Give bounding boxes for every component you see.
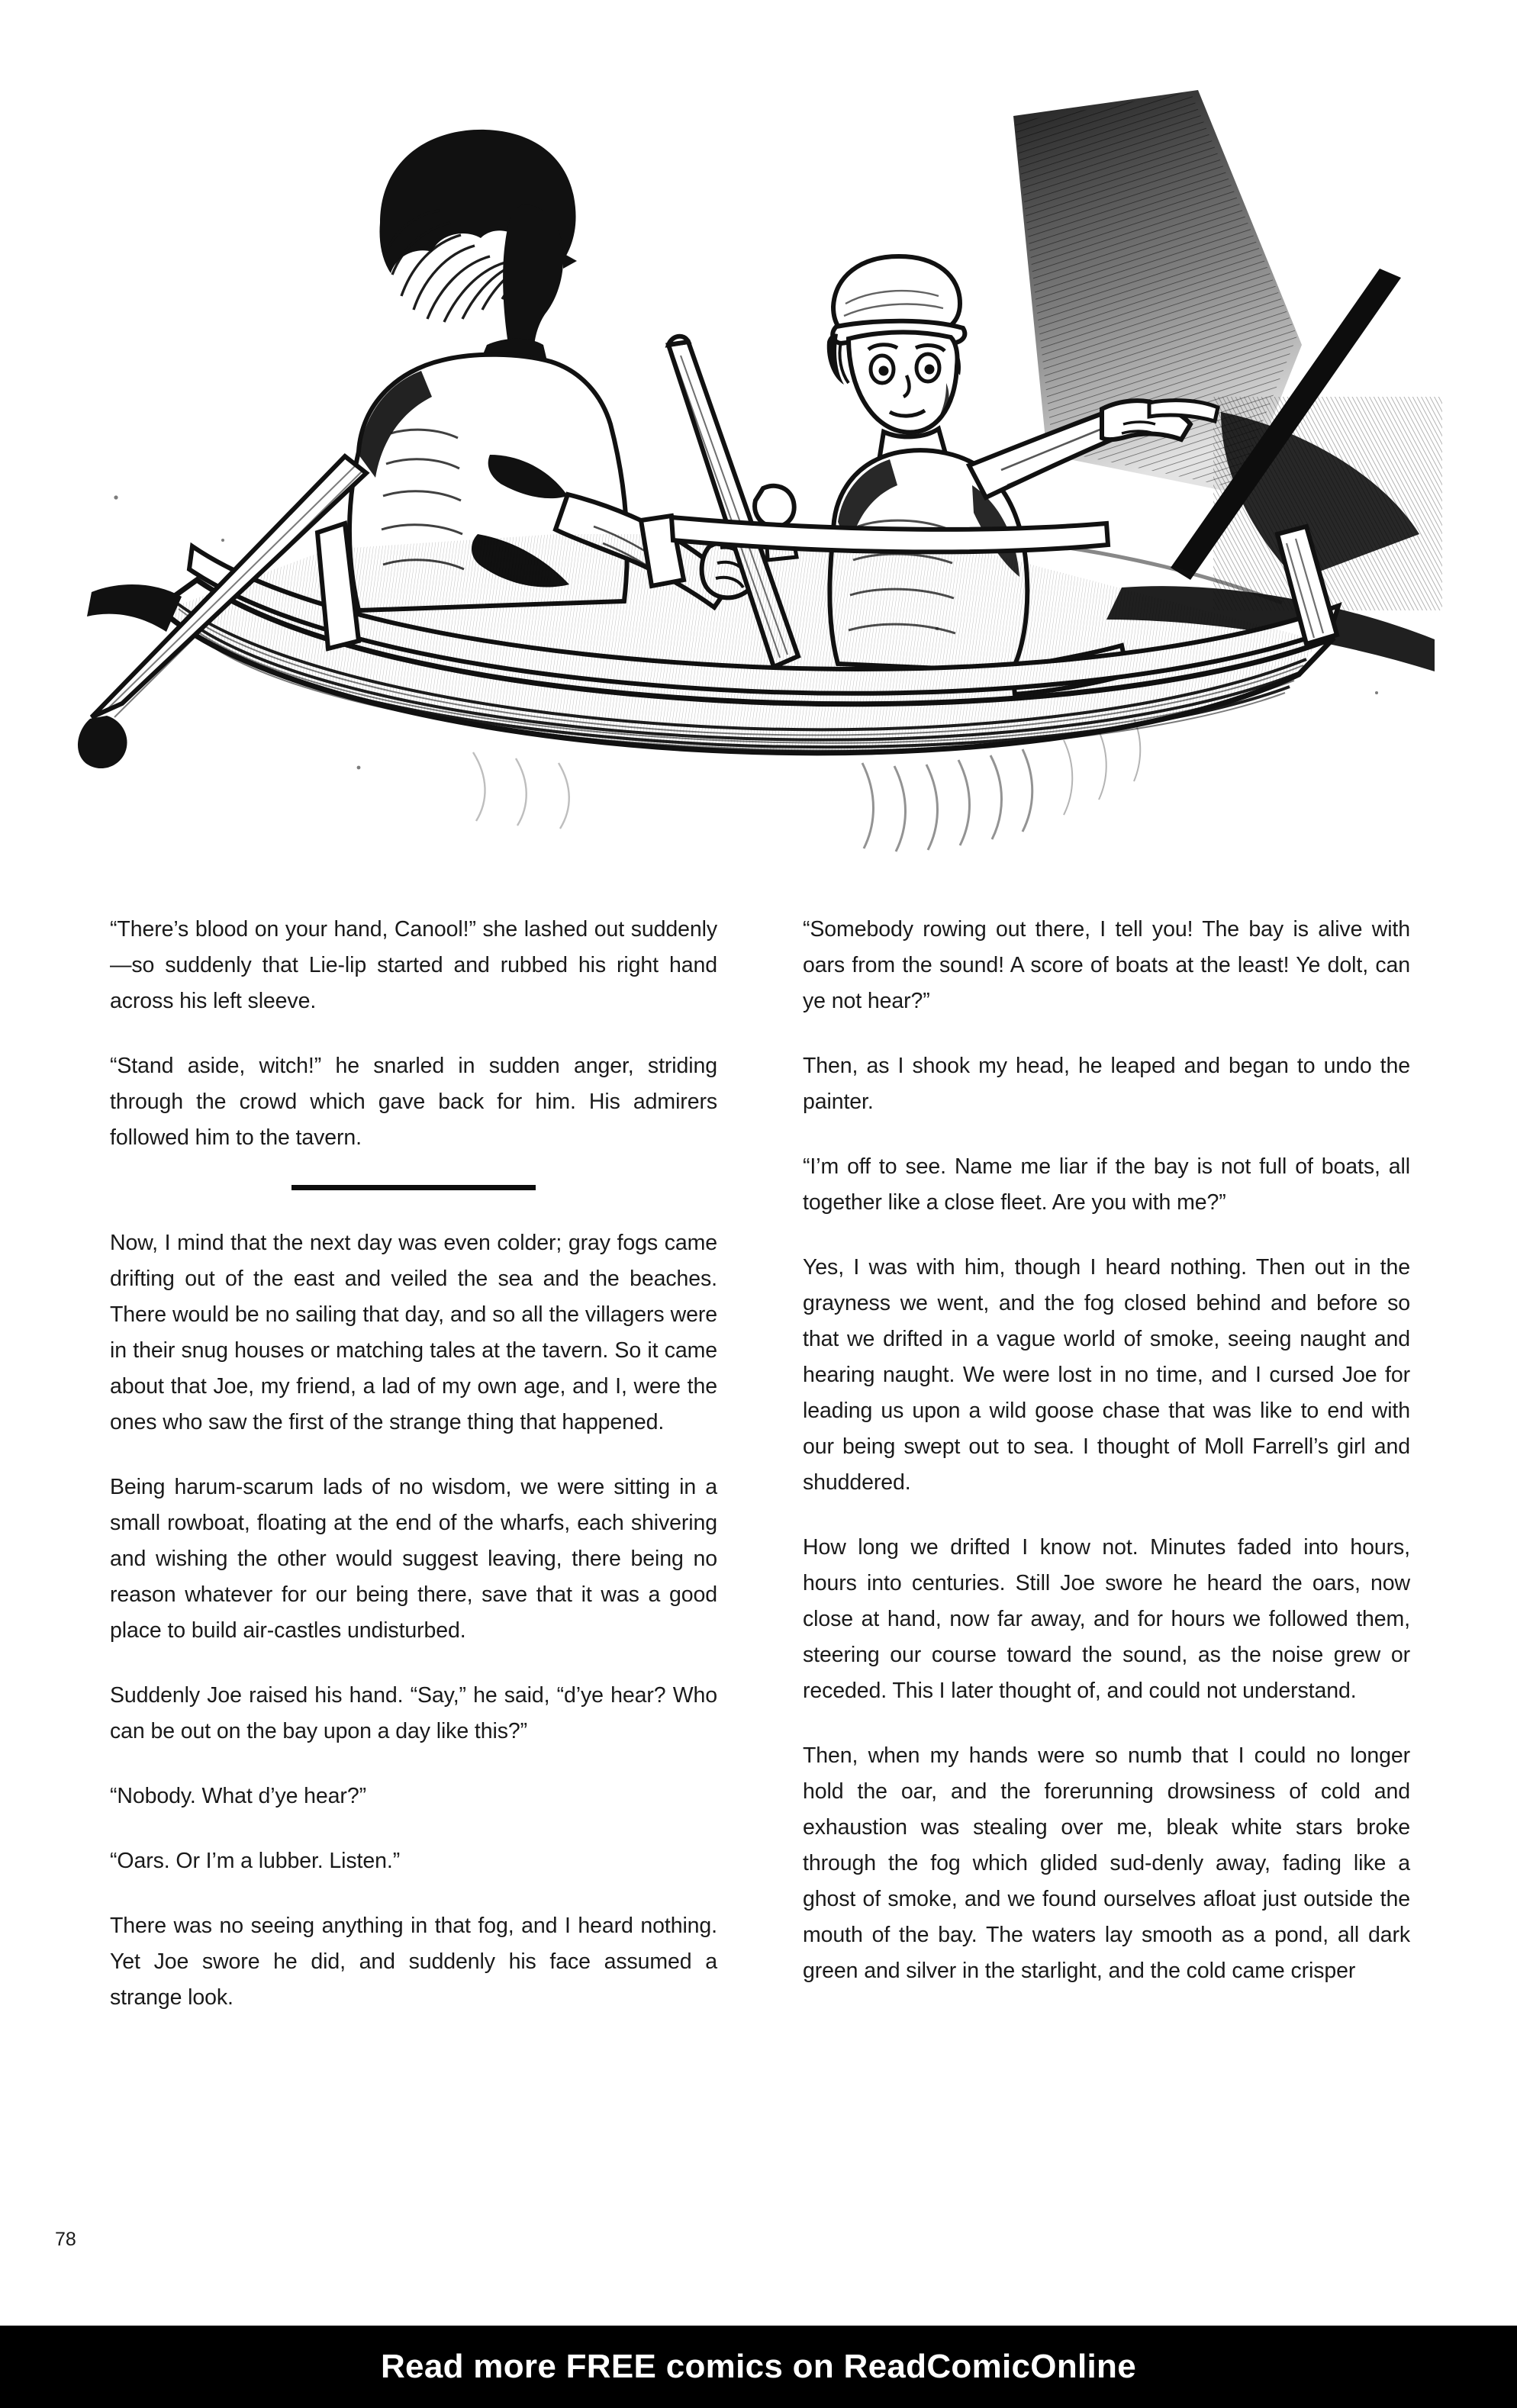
body-paragraph: “Oars. Or I’m a lubber. Listen.” [110,1849,401,1873]
body-paragraph: “I’m off to see. Name me liar if the bay is not full of boats, all together like a close fleet. Are you with me?” [803,1154,1410,1215]
body-paragraph: “Somebody rowing out there, I tell you! The bay is alive with oars from the sound! A score of boats at the least! Ye dolt, can ye not hear?” [803,917,1410,1013]
body-paragraph: “Stand aside, witch!” he snarled in sudden anger, striding through the crowd which gave back for him. His admirers followed him to the tavern. [110,1054,717,1150]
body-paragraph: “There’s blood on your hand, Canool!” she lashed out suddenly—so suddenly that Lie-lip started and rubbed his right hand across his left sleeve. [110,917,717,1013]
body-paragraph: There was no seeing anything in that fog, and I heard nothing. Yet Joe swore he did, and suddenly his face assumed a strange look. [110,1914,717,2010]
body-paragraph: Being harum-scarum lads of no wisdom, we were sitting in a small rowboat, floating at the end of the wharfs, each shivering and wishing the other would suggest leaving, there being no reason whatever for our being there, save that it was a good place to build air-castles undisturbed. [110,1475,717,1643]
illustration-panel [0,0,1517,877]
article-text-columns [110,912,1410,2148]
page-number: 78 [55,2229,76,2250]
footer-banner-text: Read more FREE comics on ReadComicOnline [380,2348,1136,2385]
body-paragraph: “Nobody. What d’ye hear?” [110,1784,366,1808]
body-paragraph: Yes, I was with him, though I heard nothing. Then out in the grayness we went, and the fog closed behind and before so that we drifted in a vague world of smoke, seeing naught and hearing naught. We were lost in no time, and I cursed Joe for leading us upon a wild goose chase that was like to end with our being swept out to sea. I thought of Moll Farrell’s girl and shuddered. [803,1255,1410,1495]
footer-banner [0,2326,1517,2408]
rowboat-illustration [0,0,1517,877]
section-divider [110,1185,717,1190]
body-paragraph: How long we drifted I know not. Minutes faded into hours, hours into centuries. Still Joe swore he heard the oars, now close at hand, now far away, and for hours we followed them, steering our course toward the sound, as the noise grew or receded. This I later thought of, and could not understand. [803,1535,1410,1703]
body-paragraph: Then, as I shook my head, he leaped and began to undo the painter. [803,1054,1410,1114]
body-paragraph: Now, I mind that the next day was even colder; gray fogs came drifting out of the east and veiled the sea and the beaches. There would be no sailing that day, and so all the villagers were in their snug houses or matching tales at the tavern. So it came about that Joe, my friend, a lad of my own age, and I, were the ones who saw the first of the strange thing that happened. [110,1231,717,1434]
divider-rule [291,1185,536,1190]
body-paragraph: Suddenly Joe raised his hand. “Say,” he said, “d’ye hear? Who can be out on the bay upon a day like this?” [110,1683,717,1743]
body-paragraph: Then, when my hands were so numb that I could no longer hold the oar, and the forerunning drowsiness of cold and exhaustion was stealing over me, bleak white stars broke through the fog which glided sud-denly away, fading like a ghost of smoke, and we found ourselves afloat just outside the mouth of the bay. The waters lay smooth as a pond, all dark green and silver in the starlight, and the cold came crisper [803,1743,1410,1983]
